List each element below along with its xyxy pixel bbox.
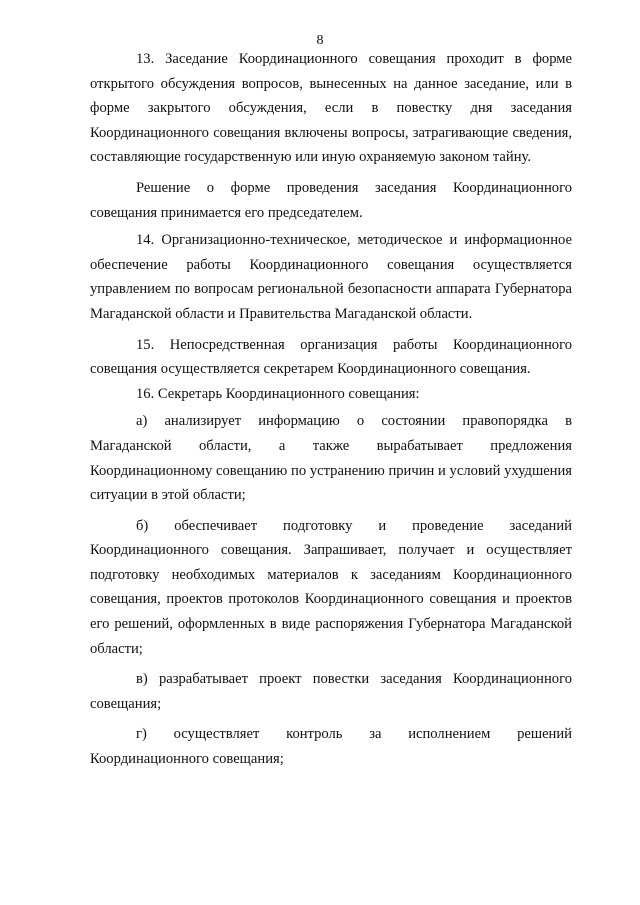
paragraph-15: 15. Непосредственная организация работы Координационного совещания осуществляется секретарем Координационного совещания. <box>90 336 572 378</box>
page-number: 8 <box>316 33 324 48</box>
document-body <box>90 47 572 772</box>
paragraph-16: 16. Секретарь Координационного совещания: <box>136 385 420 402</box>
paragraph-decision: Решение о форме проведения заседания Координационного совещания принимается его председателем. <box>90 179 572 221</box>
list-item-b: б) обеспечивает подготовку и проведение заседаний Координационного совещания. Запрашивает, получает и осуществляет подготовку необходимых материалов к заседаниям Координационного совещания, проектов протоколов Координационного совещания и проектов его решений, оформленных в виде распоряжения Губернатора Магаданской области; <box>90 517 572 657</box>
list-item-a: а) анализирует информацию о состоянии правопорядка в Магаданской области, а также вырабатывает предложения Координационному совещанию по устранению причин и условий ухудшения ситуации в этой области; <box>90 413 572 504</box>
list-item-v: в) разрабатывает проект повестки заседания Координационного совещания; <box>90 671 572 712</box>
list-item-g: г) осуществляет контроль за исполнением решений Координационного совещания; <box>90 726 572 768</box>
paragraph-14: 14. Организационно-техническое, методическое и информационное обеспечение работы Координационного совещания осуществляется управлением по вопросам региональной безопасности аппарата Губернатора Магаданской области и Правительства Магаданской области. <box>90 232 572 322</box>
paragraph-13: 13. Заседание Координационного совещания проходит в форме открытого обсуждения вопросов, вынесенных на данное заседание, или в форме закрытого обсуждения, если в повестку дня заседания Координационного совещания включены вопросы, затрагивающие сведения, составляющие государственную или иную охраняемую законом тайну. <box>90 51 572 166</box>
